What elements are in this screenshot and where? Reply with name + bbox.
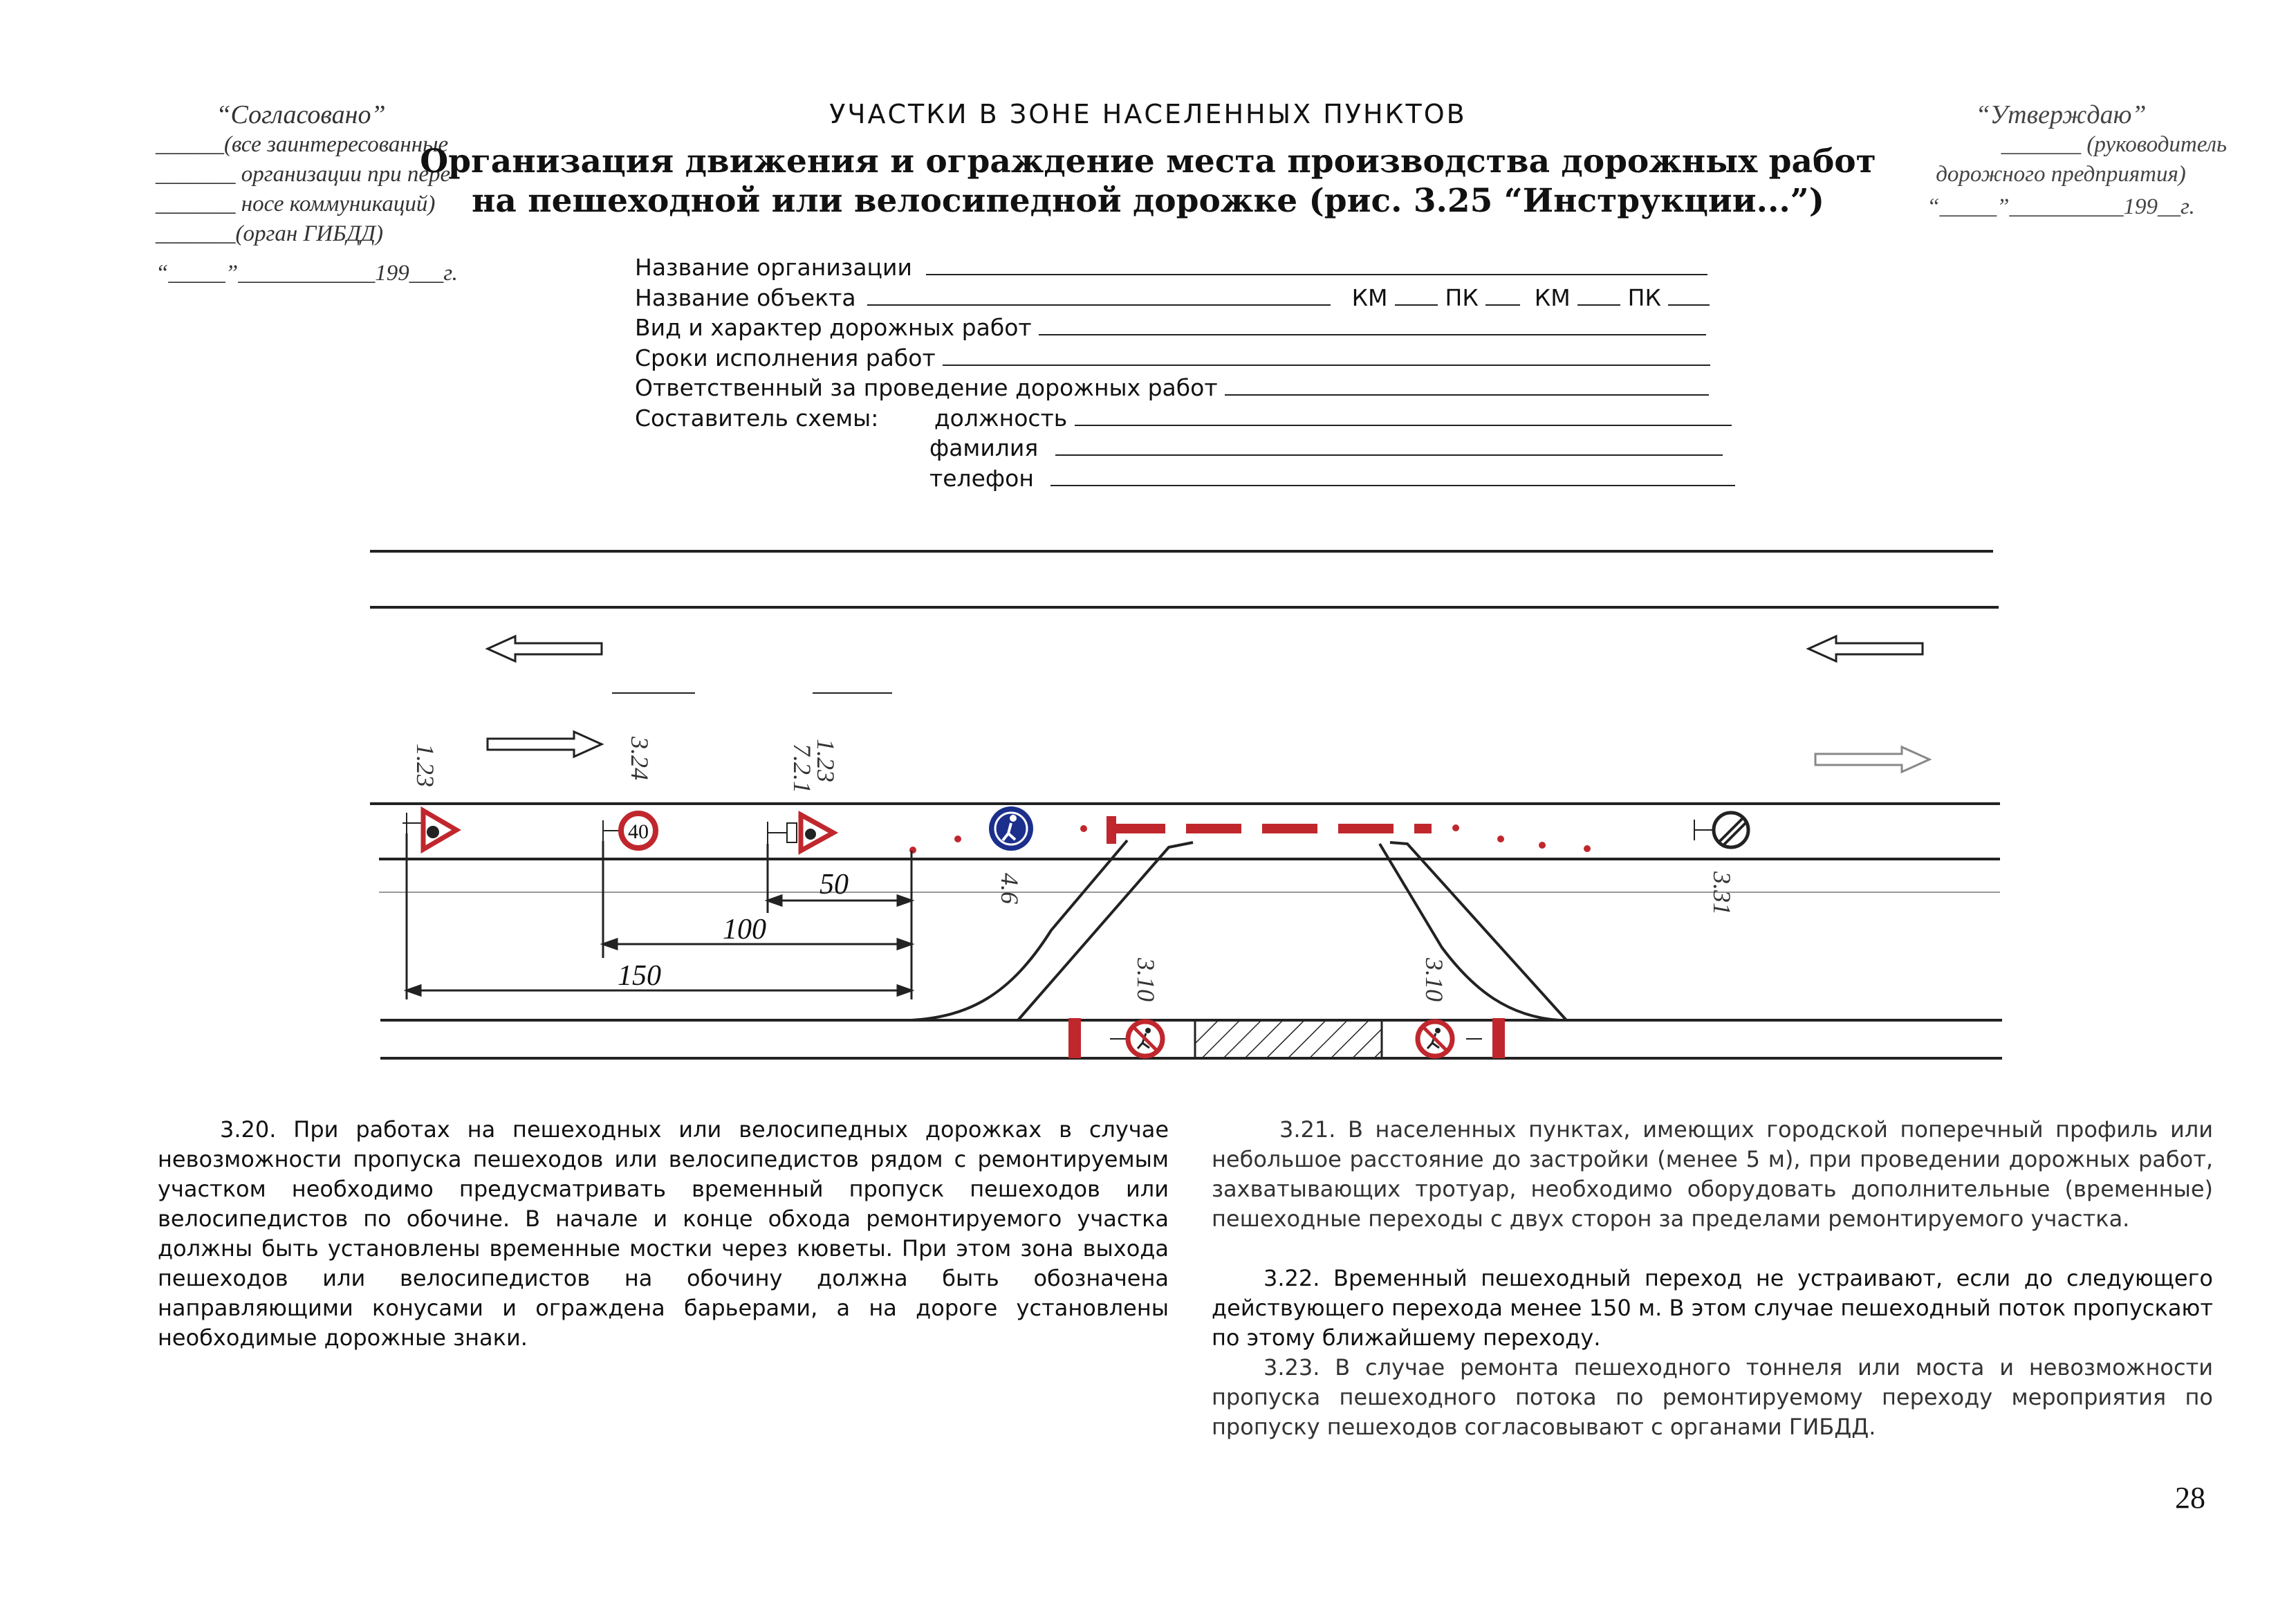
- sign-label-3-31: 3.31: [1708, 871, 1736, 915]
- approval-left-date: “_____”____________199___г.: [156, 261, 458, 286]
- paragraph-3-20: 3.20. При работах на пешеходных или велосипедных дорожках в случае невозможности пропуска пешеходов или велосипедистов рядом с ремонтируемым участком необходимо предусматривать временный пропуск пешеходов или велосипедистов по обочине. В начале и конце обхода ремонтируемого участка должны быть установлены временные мостки через кюветы. При этом зона выхода пешеходов или велосипедистов на обочину должна быть обозначена направляющими конусами и ограждена барьерами, а на дороге установлены необходимые дорожные знаки.: [158, 1116, 1169, 1351]
- distance-150: 150: [618, 960, 661, 992]
- direction-arrows: [488, 636, 1929, 772]
- form-position-label: должность: [934, 404, 1068, 432]
- distance-50: 50: [820, 869, 849, 901]
- form-pk2-label: ПК: [1627, 284, 1661, 311]
- detour-path: [911, 840, 1566, 1020]
- sign-label-3-24: 3.24: [626, 737, 654, 780]
- page-title-line-1: Организация движения и ограждение места производства дорожных работ: [420, 142, 1876, 181]
- form-pk1-label: ПК: [1445, 284, 1479, 311]
- form-responsible-label: Ответственный за проведение дорожных работ: [635, 374, 1218, 401]
- speed-limit-value: 40: [628, 820, 649, 843]
- sign-label-4-6: 4.6: [996, 873, 1024, 904]
- sign-labels: [411, 736, 1736, 1002]
- sign-label-3-10-left: 3.10: [1132, 958, 1160, 1002]
- form-org-label: Название организации: [635, 254, 912, 281]
- page-number: 28: [2175, 1481, 2205, 1515]
- approval-right-date: “_____”__________199__г.: [1927, 194, 2195, 219]
- sign-1-23-7-2-1: [768, 815, 833, 851]
- approval-left-line-3: _______ носе коммуникаций): [156, 192, 436, 216]
- sign-label-1-23-b: 1.23: [812, 739, 840, 782]
- distance-100: 100: [723, 914, 766, 945]
- sign-3-10-right: [1418, 1022, 1482, 1056]
- sign-3-10-left: [1110, 1022, 1163, 1056]
- paragraph-3-23: 3.23. В случае ремонта пешеходного тоннеля или моста и невозможности пропуска пешеходного потока по ремонтируемому переходу мероприятия по пропуску пешеходов согласовывают с органами ГИБДД.: [1212, 1354, 2213, 1440]
- paragraph-3-22: 3.22. Временный пешеходный переход не устраивают, если до следующего действующего перехода менее 150 м. В этом случае пешеходный поток пропускают по этому ближайшему переходу.: [1212, 1265, 2213, 1351]
- form-km2-label: КМ: [1534, 284, 1571, 311]
- form-km1-label: КМ: [1351, 284, 1388, 311]
- sign-label-3-10-right: 3.10: [1420, 958, 1448, 1002]
- form-works-label: Вид и характер дорожных работ: [635, 314, 1032, 341]
- approval-left-line-2: _______ организации при пере-: [156, 162, 459, 187]
- form-object-label: Название объекта: [635, 284, 856, 311]
- approval-left-line-1: ______(все заинтересованные: [156, 132, 449, 157]
- work-zone: [1195, 1020, 1382, 1058]
- approval-title-left: “Согласовано”: [216, 100, 386, 129]
- form-author-label: Составитель схемы:: [635, 404, 879, 432]
- approval-title-right: “Утверждаю”: [1975, 100, 2147, 129]
- page-title-line-2: на пешеходной или велосипедной дорожке (рис. 3.25 “Инструкции...”): [472, 182, 1824, 220]
- form-terms-label: Сроки исполнения работ: [635, 344, 936, 371]
- sign-3-31: [1694, 813, 1748, 847]
- form-surname-label: фамилия: [929, 434, 1039, 461]
- road-lines: [370, 551, 2002, 1058]
- paragraph-3-21: 3.21. В населенных пунктах, имеющих городской поперечный профиль или небольшое расстояние до застройки (менее 5 м), при проведении дорожных работ, захватывающих тротуар, необходимо оборудовать дополнительные (временные) пешеходные переходы с двух сторон за пределами ремонтируемого участка.: [1212, 1116, 2213, 1232]
- distance-labels: [618, 869, 849, 992]
- approval-right-line-2: дорожного предприятия): [1936, 162, 2186, 187]
- form-phone-label: телефон: [929, 464, 1034, 492]
- sign-1-23-a: [402, 811, 456, 849]
- approval-left-line-4: _______(орган ГИБДД): [156, 221, 383, 246]
- sign-label-1-23-a: 1.23: [411, 744, 439, 787]
- sign-label-7-2-1: 7.2.1: [788, 744, 816, 793]
- section-heading: УЧАСТКИ В ЗОНЕ НАСЕЛЕННЫХ ПУНКТОВ: [829, 99, 1467, 129]
- approval-right-line-1: _______ (руководитель: [2001, 132, 2227, 157]
- sign-4-6: [989, 806, 1033, 851]
- sign-3-24-speed-limit: [603, 813, 656, 848]
